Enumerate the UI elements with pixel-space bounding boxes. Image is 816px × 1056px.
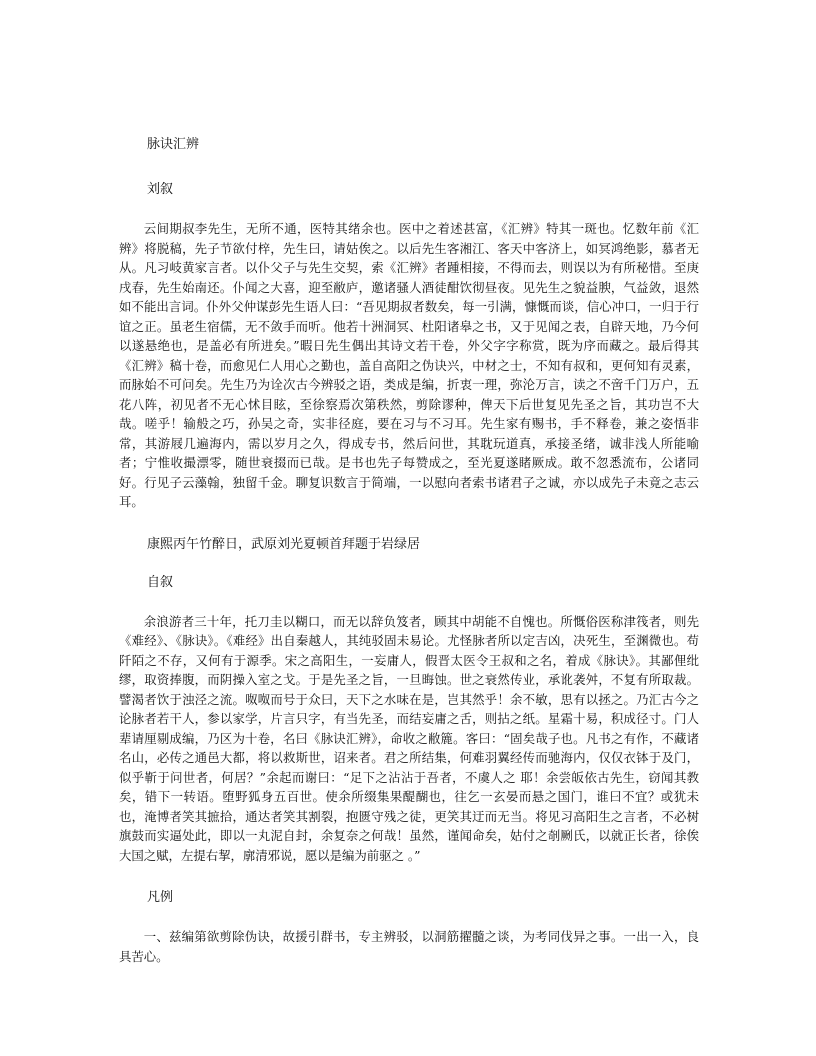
document-title: 脉诀汇辨 <box>147 137 200 152</box>
document-page <box>119 126 699 966</box>
self-preface-heading: 自叙 <box>147 574 174 590</box>
liu-preface-signature: 康熙丙午竹醉日，武原刘光夏顿首拜题于岩绿居 <box>147 536 421 552</box>
liu-preface-heading: 刘叙 <box>147 182 174 197</box>
self-preface-paragraph: 余浪游者三十年，托刀圭以糊口，而无以辞负笈者，顾其中胡能不自愧也。所慨俗医称津筏者，则先《难经》、《脉诀》。《难经》出自秦越人，其纯驳固未易论。尤怪脉者所以定吉凶，决死生，至渊微也。苟阡陌之不存，又何有于源季。宋之高阳生，一妄庸人，假晋太医令王叔和之名，着成《脉诀》。其鄙俚纰缪，取资捧腹，而阴操入室之戈。于是先圣之旨，一旦晦蚀。世之衰然传业，承讹袭舛，不复有所取裁。譬渴者饮于浊泾之流。呶呶而号于众曰，天下之水味在是，岂其然乎！余不敏，思有以拯之。乃汇古今之论脉者若干人，参以家学，片言只字，有当先圣，而结妄庸之舌，则拈之纸。星霜十易，积成径寸。门人辈请厘剔成编，乃区为十卷，名曰《脉诀汇辨》，命收之敝簏。客曰：“固矣哉子也。凡书之有作，不藏诸名山，必传之通邑大都，将以救斯世，诏来者。君之所结集，何难羽翼经传而驰海内，仅仅衣钵于及门，似乎靳于问世者，何居？”余起而谢曰：“足下之沾沾于吾者，不虞人之 耶！余尝皈依古先生，窃闻其教矣，错下一转语。堕野狐身五百世。使余所缀集果醍醐也，往乞一玄晏而悬之国门，谁曰不宜？或犹未也，淹博者笑其摭拾，通达者笑其割裂，抱匮守残之徒，更笑其迂而无当。将见习高阳生之言者，不必树旗鼓而实逼处此，即以一丸泥自封，余复奈之何哉！虽然，谨闻命矣，姑付之剞劂氏，以就正长者，徐俟大国之赋，左提右挈，廓清邪说，愿以是编为前驱之 。” <box>119 613 699 863</box>
rules-heading: 凡例 <box>147 890 174 905</box>
liu-preface-paragraph: 云间期叔李先生，无所不通，医特其绪余也。医中之着述甚富，《汇辨》特其一斑也。忆数年前《汇辨》将脱稿，先子节欲付梓，先生曰，请姑俟之。以后先生客湘江、客天中客济上，如冥鸿绝影，慕者无从。凡习岐黄家言者。以仆父子与先生交契，索《汇辨》者踵相接，不得而去，则误以为有所秘惜。至庚戌春，先生始南还。仆闻之大喜，迎至敝庐，邀诸骚人酒徒酣饮彻昼夜。见先生之貌益腴，气益敛，退然如不能出言词。仆外父仲谋彭先生语人曰：“吾见期叔者数矣，每一引满，慷慨而谈，信心冲口，一归于行谊之正。虽老生宿儒，无不敛手而听。他若十洲洞冥、杜阳诸皋之书，又于见闻之表，自辟天地，乃今何以遂悬绝也，是盖必有所进矣。”暇日先生偶出其诗文若干卷，外父字字称赏，既为序而藏之。最后得其《汇辨》稿十卷，而愈见仁人用心之勤也，盖自高阳之伪诀兴，中材之士，不知有叔和，更何知有灵素，而脉始不可问矣。先生乃为诠次古今辨驳之语，类成是编，折衷一理，弥沦万言，读之不啻千门万户，五花八阵，初见者不无心怵目眩，至徐察焉次第秩然，剪除谬种，俾天下后世复见先圣之旨，其功岂不大哉。嗟乎！输般之巧，孙吴之奇，实非径庭，要在习与不习耳。先生家有赐书，手不释卷，兼之姿悟非常，其游屐几遍海内，需以岁月之久，得成专书，然后问世，其耽玩道真，承接圣绪，诚非浅人所能喻者；宁惟收撮漂零，随世衰掇而已哉。是书也先子每赞成之，至光夏遂睹厥成。敢不忽悉流布，公诸同好。行见子云藻翰，独留千金。聊复识数言于简端，一以慰向者索书诸君子之诚，亦以成先子未竟之志云耳。 <box>119 221 699 509</box>
rule-item-1: 一、兹编第欲剪除伪诀，故援引群书，专主辨驳，以洞筋擢髓之谈，为考同伐异之事。一出一入，良具苦心。 <box>119 929 699 964</box>
